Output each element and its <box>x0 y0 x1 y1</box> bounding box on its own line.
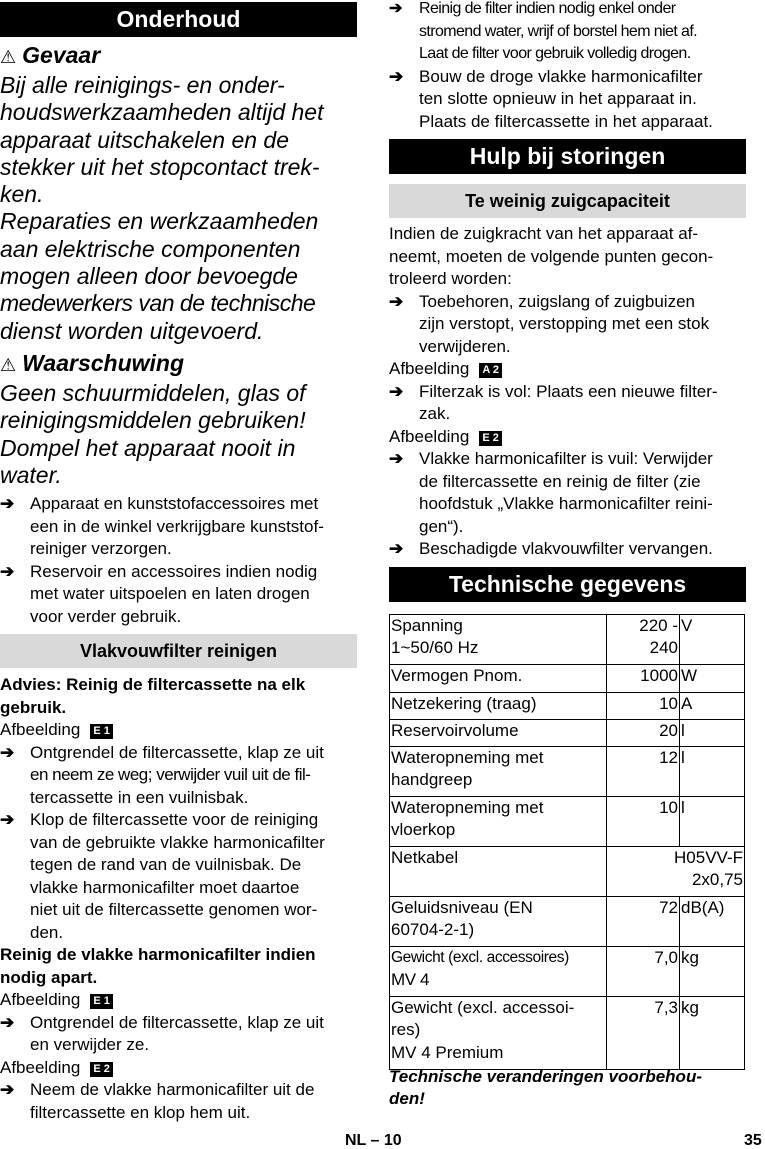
list-item: ➔ Reinig de filter indien nodig enkel onder stromend water, wrijf of borstel hem niet af. Laat de filter voor gebruik volledig drogen. <box>389 0 698 62</box>
danger-block <box>0 41 357 345</box>
arrow-right-icon: ➔ <box>389 381 404 401</box>
bullet-list <box>0 742 357 945</box>
list-item: ➔ Toebehoren, zuigslang of zuigbuizen zijn verstopt, verstopping met een stok verwijderen. <box>389 291 710 356</box>
figure-badge: E 2 <box>90 1062 113 1077</box>
warning-triangle-icon: ⚠ <box>0 47 17 67</box>
arrow-right-icon: ➔ <box>389 539 404 558</box>
table-cell-label: Vermogen Pnom. <box>390 664 607 692</box>
table-cell-unit: l <box>680 746 745 796</box>
intro-text: Indien de zuigkracht van het apparaat af- neemt, moeten de volgende punten gecon- troleerd worden: <box>389 224 714 288</box>
figure-badge: E 1 <box>90 724 113 739</box>
table-row <box>390 664 745 692</box>
table-cell-value: 220 - 240 <box>607 614 680 664</box>
technical-data-table <box>389 614 745 1070</box>
table-cell-value: 20 <box>607 719 680 746</box>
list-item: ➔ Filterzak is vol: Plaats een nieuwe filter- zak. <box>389 381 718 423</box>
table-cell-value: 12 <box>607 746 680 796</box>
section-heading-onderhoud: Onderhoud <box>0 2 357 37</box>
list-item: ➔ Ontgrendel de filtercassette, klap ze uit en verwijder ze. <box>0 1012 324 1055</box>
subheading-zuigcapaciteit: Te weinig zuigcapaciteit <box>389 184 746 218</box>
figure-reference: Afbeelding E 1 <box>0 719 357 742</box>
table-cell-value: 10 <box>607 796 680 846</box>
table-cell-unit: kg <box>680 946 745 996</box>
arrow-right-icon: ➔ <box>0 1080 15 1100</box>
table-cell-label: Gewicht (excl. accessoires) MV 4 <box>390 946 607 996</box>
figure-badge: E 2 <box>479 431 502 446</box>
warning-title: Waarschuwing <box>22 349 185 376</box>
arrow-right-icon: ➔ <box>389 449 404 468</box>
table-cell-label: Wateropneming met handgreep <box>390 746 607 796</box>
table-cell-label: Spanning 1~50/60 Hz <box>390 614 607 664</box>
table-cell-label: Geluidsniveau (EN 60704-2-1) <box>390 896 607 946</box>
table-row <box>390 846 745 896</box>
list-item: ➔ Reservoir en accessoires indien nodig met water uitspoelen en laten drogen voor verder gebruik. <box>0 561 318 626</box>
table-row <box>390 746 745 796</box>
warning-block <box>0 349 357 489</box>
arrow-right-icon: ➔ <box>389 291 404 311</box>
figure-reference: Afbeelding E 2 <box>389 426 746 449</box>
table-cell-label: Netzekering (traag) <box>390 692 607 719</box>
subheading-vlakvouwfilter: Vlakvouwfilter reinigen <box>0 634 357 668</box>
danger-text: Bij alle reinigings- en onder- houdswerkzaamheden altijd het apparaat uitschakelen en de stekker uit het stopcontact trek- ken. Reparaties en werkzaamheden aan elektrische componenten mogen alleen door bevoegde medewerkers van de technische dienst worden uitgevoerd. <box>0 72 324 344</box>
table-cell-value: 7,3 <box>607 996 680 1069</box>
arrow-right-icon: ➔ <box>389 66 404 86</box>
table-cell-value: H05VV-F 2x0,75 <box>607 846 745 896</box>
table-row <box>390 796 745 846</box>
arrow-right-icon: ➔ <box>389 0 402 17</box>
danger-title: Gevaar <box>22 42 101 68</box>
table-row <box>390 692 745 719</box>
page-number: 35 <box>744 1132 762 1149</box>
right-column <box>389 0 746 1111</box>
table-cell-label: Wateropneming met vloerkop <box>390 796 607 846</box>
table-row <box>390 946 745 996</box>
table-cell-label: Gewicht (excl. accessoi- res) MV 4 Premium <box>390 996 607 1069</box>
bold-instruction: Reinig de vlakke harmonicafilter indien nodig apart. <box>0 945 316 987</box>
figure-reference: Afbeelding E 2 <box>0 1057 357 1080</box>
arrow-right-icon: ➔ <box>0 742 15 762</box>
table-cell-value: 72 <box>607 896 680 946</box>
advice-text: Advies: Reinig de filtercassette na elk gebruik. <box>0 675 306 717</box>
list-item: ➔ Klop de filtercassette voor de reiniging van de gebruikte vlakke harmonicafilter tegen de rand van de vuilnisbak. De vlakke harmonicafilter moet daartoe niet uit de filtercassette genomen wor- den. <box>0 810 325 942</box>
table-row <box>390 719 745 746</box>
figure-badge: A 2 <box>479 363 502 378</box>
table-cell-unit: kg <box>680 996 745 1069</box>
table-cell-value: 10 <box>607 692 680 719</box>
footer-language-page: NL – 10 <box>345 1132 402 1149</box>
bullet-list <box>389 0 746 133</box>
table-row <box>390 996 745 1069</box>
table-cell-value: 1000 <box>607 664 680 692</box>
list-item: ➔ Ontgrendel de filtercassette, klap ze uit en neem ze weg; verwijder vuil uit de fil- tercassette in een vuilnisbak. <box>0 742 324 807</box>
table-cell-unit: l <box>680 796 745 846</box>
figure-badge: E 1 <box>90 994 113 1009</box>
list-item: ➔ Bouw de droge vlakke harmonicafilter ten slotte opnieuw in het apparaat in. Plaats de filtercassette in het apparaat. <box>389 66 713 131</box>
list-item: ➔ Beschadigde vlakvouwfilter vervangen. <box>389 538 746 561</box>
arrow-right-icon: ➔ <box>0 810 15 830</box>
list-item: ➔ Apparaat en kunststofaccessoires met een in de winkel verkrijgbare kunststof- reiniger verzorgen. <box>0 494 324 559</box>
arrow-right-icon: ➔ <box>0 1012 15 1032</box>
list-item: ➔ Vlakke harmonicafilter is vuil: Verwijder de filtercassette en reinig de filter (zie hoofdstuk „Vlakke harmonicafilter reini- gen“). <box>389 449 713 536</box>
arrow-right-icon: ➔ <box>0 561 15 581</box>
table-row <box>390 614 745 664</box>
list-item: ➔ Neem de vlakke harmonicafilter uit de filtercassette en klop hem uit. <box>0 1080 315 1122</box>
table-cell-label: Netkabel <box>390 846 607 896</box>
table-cell-unit: A <box>680 692 745 719</box>
warning-triangle-icon: ⚠ <box>0 354 17 375</box>
table-cell-unit: V <box>680 614 745 664</box>
arrow-right-icon: ➔ <box>0 494 15 514</box>
table-row <box>390 896 745 946</box>
table-cell-unit: l <box>680 719 745 746</box>
section-heading-technisch: Technische gegevens <box>389 567 746 602</box>
table-cell-label: Reservoirvolume <box>390 719 607 746</box>
left-column <box>0 0 357 1124</box>
bullet-list <box>0 493 357 628</box>
section-heading-hulp: Hulp bij storingen <box>389 139 746 174</box>
warning-text: Geen schuurmiddelen, glas of reinigingsmiddelen gebruiken! Dompel het apparaat nooit in water. <box>0 379 306 488</box>
technical-note: Technische veranderingen voorbehou- den! <box>389 1066 702 1108</box>
table-cell-unit: W <box>680 664 745 692</box>
table-cell-value: 7,0 <box>607 946 680 996</box>
figure-reference: Afbeelding E 1 <box>0 989 357 1012</box>
table-cell-unit: dB(A) <box>680 896 745 946</box>
figure-reference: Afbeelding A 2 <box>389 358 746 381</box>
